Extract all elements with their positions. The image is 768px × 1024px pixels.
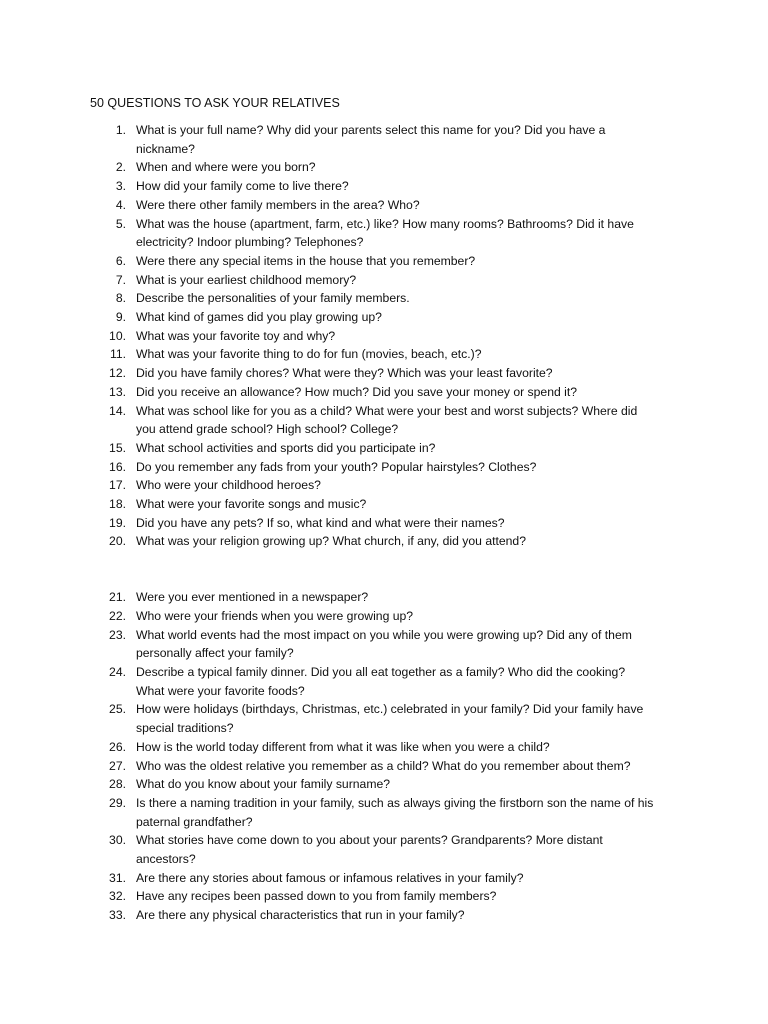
question-item <box>90 514 688 533</box>
question-number: 26. <box>109 739 126 754</box>
question-item <box>90 476 688 495</box>
question-number: 22. <box>109 608 126 623</box>
question-item <box>90 831 688 868</box>
question-number: 28. <box>109 777 126 792</box>
question-item <box>90 495 688 514</box>
question-text: What was your favorite toy and why? <box>136 328 336 343</box>
question-item <box>90 906 688 925</box>
question-text: What world events had the most impact on you while you were growing up? Did any of them <box>136 627 632 642</box>
question-text-continued: What were your favorite foods? <box>136 683 305 698</box>
question-item <box>90 121 688 158</box>
question-item <box>90 700 688 737</box>
question-text-continued: special traditions? <box>136 721 234 736</box>
question-text: What was your favorite thing to do for fun (movies, beach, etc.)? <box>136 347 482 362</box>
question-text: What kind of games did you play growing up? <box>136 310 382 325</box>
question-number: 1. <box>115 123 126 137</box>
question-number: 10. <box>109 328 126 343</box>
question-item <box>90 775 688 794</box>
question-text: Who was the oldest relative you remember as a child? What do you remember about them? <box>136 758 631 773</box>
question-number: 15. <box>109 440 126 455</box>
question-number: 27. <box>109 758 126 773</box>
question-number: 20. <box>109 534 126 549</box>
question-item <box>90 402 688 439</box>
question-item <box>90 271 688 290</box>
question-number: 23. <box>109 627 126 642</box>
question-number: 14. <box>109 403 126 418</box>
question-number: 5. <box>115 216 126 231</box>
question-item <box>90 532 688 551</box>
question-number: 33. <box>109 908 126 923</box>
question-text: Who were your friends when you were growing up? <box>136 608 414 623</box>
question-text: Describe a typical family dinner. Did you all eat together as a family? Who did the cooking? <box>136 664 626 679</box>
question-item <box>90 588 688 607</box>
question-text: What school activities and sports did you participate in? <box>136 440 436 455</box>
question-item <box>90 364 688 383</box>
document-title: 50 QUESTIONS TO ASK YOUR RELATIVES <box>90 96 340 110</box>
question-item <box>90 383 688 402</box>
question-number: 25. <box>109 702 126 717</box>
question-text: What do you know about your family surname? <box>136 777 391 792</box>
question-list-part-2 <box>90 588 688 925</box>
question-item <box>90 626 688 663</box>
question-number: 8. <box>115 291 126 306</box>
question-number: 4. <box>115 197 126 212</box>
question-text: How were holidays (birthdays, Christmas, etc.) celebrated in your family? Did your family have <box>136 702 644 717</box>
question-text: Have any recipes been passed down to you from family members? <box>136 889 497 904</box>
question-text: Are there any stories about famous or infamous relatives in your family? <box>136 870 524 885</box>
question-text: What is your full name? Why did your parents select this name for you? Did you have a <box>136 123 606 137</box>
question-number: 19. <box>109 515 126 530</box>
question-number: 11. <box>109 347 126 362</box>
question-text: When and where were you born? <box>136 160 316 175</box>
question-text: How did your family come to live there? <box>136 179 349 194</box>
question-text: Are there any physical characteristics that run in your family? <box>136 908 465 923</box>
question-text: Were there other family members in the area? Who? <box>136 197 420 212</box>
question-text-continued: you attend grade school? High school? College? <box>136 422 399 437</box>
question-item <box>90 196 688 215</box>
question-item <box>90 887 688 906</box>
question-text: Is there a naming tradition in your family, such as always giving the firstborn son the name of his <box>136 795 654 810</box>
question-text: What was the house (apartment, farm, etc.) like? How many rooms? Bathrooms? Did it have <box>136 216 634 231</box>
question-item <box>90 327 688 346</box>
question-item <box>90 158 688 177</box>
question-number: 13. <box>109 384 126 399</box>
question-number: 24. <box>109 664 126 679</box>
question-text: Did you have any pets? If so, what kind and what were their names? <box>136 515 505 530</box>
question-number: 17. <box>109 478 126 493</box>
question-number: 6. <box>115 253 126 268</box>
question-text: Were you ever mentioned in a newspaper? <box>136 590 369 605</box>
question-item <box>90 607 688 626</box>
question-text: Do you remember any fads from your youth? Popular hairstyles? Clothes? <box>136 459 537 474</box>
question-number: 2. <box>115 160 126 175</box>
question-number: 30. <box>109 833 126 848</box>
question-item <box>90 177 688 196</box>
question-text: Who were your childhood heroes? <box>136 478 321 493</box>
question-number: 3. <box>115 179 126 194</box>
question-text: Describe the personalities of your family members. <box>136 291 410 306</box>
question-number: 29. <box>109 795 126 810</box>
section-gap <box>90 551 688 588</box>
question-text: What were your favorite songs and music? <box>136 497 367 512</box>
question-item <box>90 308 688 327</box>
question-item <box>90 439 688 458</box>
question-number: 32. <box>109 889 126 904</box>
question-text: How is the world today different from what it was like when you were a child? <box>136 739 550 754</box>
question-list-part-1 <box>90 121 688 551</box>
question-text-continued: electricity? Indoor plumbing? Telephones? <box>136 235 364 250</box>
question-item <box>90 757 688 776</box>
question-item <box>90 458 688 477</box>
question-item <box>90 215 688 252</box>
question-text-continued: paternal grandfather? <box>136 814 253 829</box>
question-number: 7. <box>115 272 126 287</box>
question-text: Did you have family chores? What were they? Which was your least favorite? <box>136 366 553 381</box>
question-number: 9. <box>115 310 126 325</box>
question-text: What was your religion growing up? What church, if any, did you attend? <box>136 534 526 549</box>
question-item <box>90 345 688 364</box>
question-text: What is your earliest childhood memory? <box>136 272 357 287</box>
question-number: 21. <box>109 590 126 605</box>
question-text: Were there any special items in the house that you remember? <box>136 253 476 268</box>
question-number: 31. <box>109 870 126 885</box>
question-number: 12. <box>109 366 126 381</box>
question-item <box>90 869 688 888</box>
question-text: What stories have come down to you about your parents? Grandparents? More distant <box>136 833 603 848</box>
question-text: What was school like for you as a child? What were your best and worst subjects? Where did <box>136 403 638 418</box>
question-item <box>90 794 688 831</box>
question-text-continued: ancestors? <box>136 852 196 867</box>
question-item <box>90 289 688 308</box>
question-item <box>90 738 688 757</box>
question-text: Did you receive an allowance? How much? Did you save your money or spend it? <box>136 384 578 399</box>
question-text-continued: personally affect your family? <box>136 646 294 661</box>
question-number: 16. <box>109 459 126 474</box>
question-item <box>90 663 688 700</box>
question-item <box>90 252 688 271</box>
question-number: 18. <box>109 497 126 512</box>
question-text-continued: nickname? <box>136 141 195 156</box>
